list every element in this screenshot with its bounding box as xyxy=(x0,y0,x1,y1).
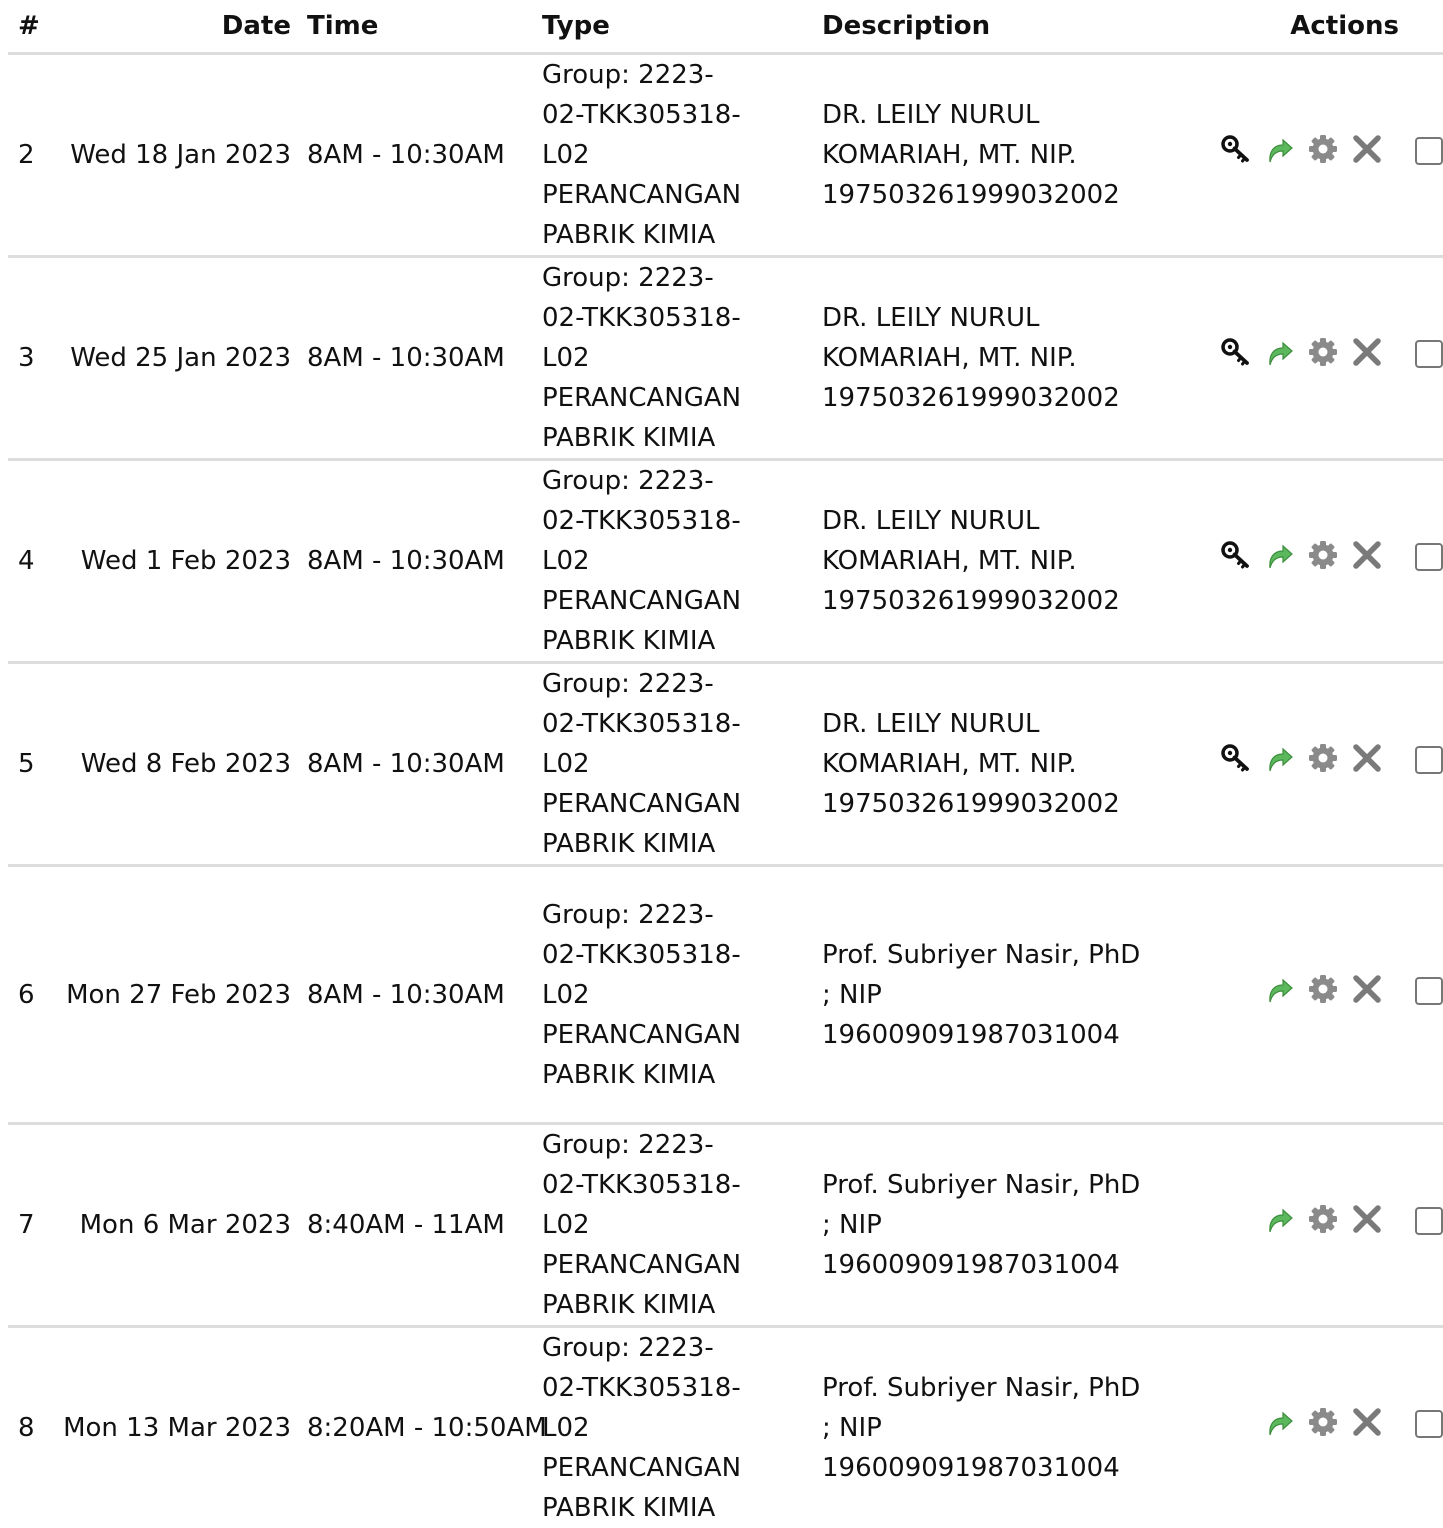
row-type: Group: 2223-02-TKK305318-L02 PERANCANGAN PABRIK KIMIA xyxy=(542,461,742,661)
table-body xyxy=(8,54,1443,1528)
row-number: 7 xyxy=(8,1124,56,1327)
row-actions xyxy=(1162,54,1443,257)
action-icons xyxy=(1219,1203,1383,1235)
row-date: Mon 27 Feb 2023 xyxy=(56,866,307,1124)
table-row xyxy=(8,663,1443,866)
redirect-arrow-icon[interactable] xyxy=(1263,1406,1295,1438)
row-description: Prof. Subriyer Nasir, PhD ; NIP 196009091987031004 xyxy=(822,935,1142,1055)
gear-icon[interactable] xyxy=(1307,1203,1339,1235)
row-date: Wed 8 Feb 2023 xyxy=(56,663,307,866)
row-number: 3 xyxy=(8,257,56,460)
row-type: Group: 2223-02-TKK305318-L02 PERANCANGAN PABRIK KIMIA xyxy=(542,258,742,458)
row-description-cell xyxy=(822,663,1162,866)
row-type: Group: 2223-02-TKK305318-L02 PERANCANGAN PABRIK KIMIA xyxy=(542,1125,742,1325)
delete-icon[interactable] xyxy=(1351,539,1383,571)
table-row xyxy=(8,866,1443,1124)
row-description-cell xyxy=(822,866,1162,1124)
gear-icon[interactable] xyxy=(1307,336,1339,368)
row-time: 8AM - 10:30AM xyxy=(307,663,542,866)
row-number: 6 xyxy=(8,866,56,1124)
table-row xyxy=(8,257,1443,460)
row-select-checkbox[interactable] xyxy=(1415,1410,1443,1438)
row-description: DR. LEILY NURUL KOMARIAH, MT. NIP. 197503261999032002 xyxy=(822,95,1142,215)
gear-icon[interactable] xyxy=(1307,133,1339,165)
row-select-checkbox[interactable] xyxy=(1415,1207,1443,1235)
row-date: Wed 1 Feb 2023 xyxy=(56,460,307,663)
row-actions xyxy=(1162,1327,1443,1528)
action-icons xyxy=(1219,133,1383,165)
row-description-cell xyxy=(822,460,1162,663)
row-type: Group: 2223-02-TKK305318-L02 PERANCANGAN PABRIK KIMIA xyxy=(542,895,742,1095)
row-time: 8:40AM - 11AM xyxy=(307,1124,542,1327)
row-actions xyxy=(1162,866,1443,1124)
row-description: DR. LEILY NURUL KOMARIAH, MT. NIP. 197503261999032002 xyxy=(822,298,1142,418)
delete-icon[interactable] xyxy=(1351,336,1383,368)
redirect-arrow-icon[interactable] xyxy=(1263,973,1295,1005)
row-time: 8AM - 10:30AM xyxy=(307,54,542,257)
action-icons xyxy=(1219,539,1383,571)
delete-icon[interactable] xyxy=(1351,742,1383,774)
row-time: 8AM - 10:30AM xyxy=(307,460,542,663)
row-actions xyxy=(1162,663,1443,866)
header-num[interactable]: # xyxy=(8,0,56,54)
delete-icon[interactable] xyxy=(1351,973,1383,1005)
action-icons xyxy=(1219,973,1383,1005)
redirect-arrow-icon[interactable] xyxy=(1263,1203,1295,1235)
table-row xyxy=(8,54,1443,257)
table-row xyxy=(8,460,1443,663)
key-icon[interactable] xyxy=(1219,133,1251,165)
row-type: Group: 2223-02-TKK305318-L02 PERANCANGAN PABRIK KIMIA xyxy=(542,1328,742,1528)
table-row xyxy=(8,1327,1443,1528)
row-date: Mon 13 Mar 2023 xyxy=(56,1327,307,1528)
row-date: Wed 25 Jan 2023 xyxy=(56,257,307,460)
row-date: Wed 18 Jan 2023 xyxy=(56,54,307,257)
row-number: 8 xyxy=(8,1327,56,1528)
row-select-checkbox[interactable] xyxy=(1415,137,1443,165)
table-row xyxy=(8,1124,1443,1327)
header-date[interactable]: Date xyxy=(56,0,307,54)
row-date: Mon 6 Mar 2023 xyxy=(56,1124,307,1327)
row-description: Prof. Subriyer Nasir, PhD ; NIP 196009091987031004 xyxy=(822,1165,1142,1285)
row-description: DR. LEILY NURUL KOMARIAH, MT. NIP. 197503261999032002 xyxy=(822,501,1142,621)
row-description: Prof. Subriyer Nasir, PhD ; NIP 196009091987031004 xyxy=(822,1368,1142,1488)
row-type-cell xyxy=(542,866,822,1124)
row-actions xyxy=(1162,257,1443,460)
header-time[interactable]: Time xyxy=(307,0,542,54)
row-time: 8AM - 10:30AM xyxy=(307,866,542,1124)
row-type-cell xyxy=(542,54,822,257)
row-type-cell xyxy=(542,1124,822,1327)
header-type[interactable]: Type xyxy=(542,0,822,54)
action-icons xyxy=(1219,1406,1383,1438)
row-select-checkbox[interactable] xyxy=(1415,543,1443,571)
row-type-cell xyxy=(542,257,822,460)
table-header-row xyxy=(8,0,1443,54)
redirect-arrow-icon[interactable] xyxy=(1263,742,1295,774)
action-icons xyxy=(1219,742,1383,774)
row-type-cell xyxy=(542,460,822,663)
row-select-checkbox[interactable] xyxy=(1415,746,1443,774)
gear-icon[interactable] xyxy=(1307,973,1339,1005)
redirect-arrow-icon[interactable] xyxy=(1263,336,1295,368)
key-icon[interactable] xyxy=(1219,742,1251,774)
delete-icon[interactable] xyxy=(1351,1203,1383,1235)
row-select-checkbox[interactable] xyxy=(1415,977,1443,1005)
row-description-cell xyxy=(822,1124,1162,1327)
row-number: 4 xyxy=(8,460,56,663)
delete-icon[interactable] xyxy=(1351,1406,1383,1438)
row-number: 2 xyxy=(8,54,56,257)
delete-icon[interactable] xyxy=(1351,133,1383,165)
gear-icon[interactable] xyxy=(1307,539,1339,571)
row-actions xyxy=(1162,1124,1443,1327)
redirect-arrow-icon[interactable] xyxy=(1263,133,1295,165)
row-description-cell xyxy=(822,1327,1162,1528)
action-icons xyxy=(1219,336,1383,368)
row-time: 8:20AM - 10:50AM xyxy=(307,1327,542,1528)
row-description-cell xyxy=(822,54,1162,257)
redirect-arrow-icon[interactable] xyxy=(1263,539,1295,571)
row-description-cell xyxy=(822,257,1162,460)
header-actions: Actions xyxy=(1162,0,1443,54)
row-description: DR. LEILY NURUL KOMARIAH, MT. NIP. 197503261999032002 xyxy=(822,704,1142,824)
row-type: Group: 2223-02-TKK305318-L02 PERANCANGAN PABRIK KIMIA xyxy=(542,55,742,255)
row-type: Group: 2223-02-TKK305318-L02 PERANCANGAN PABRIK KIMIA xyxy=(542,664,742,864)
gear-icon[interactable] xyxy=(1307,1406,1339,1438)
header-description[interactable]: Description xyxy=(822,0,1162,54)
key-icon[interactable] xyxy=(1219,336,1251,368)
row-time: 8AM - 10:30AM xyxy=(307,257,542,460)
row-select-checkbox[interactable] xyxy=(1415,340,1443,368)
key-icon[interactable] xyxy=(1219,539,1251,571)
sessions-table xyxy=(8,0,1443,1528)
gear-icon[interactable] xyxy=(1307,742,1339,774)
row-type-cell xyxy=(542,1327,822,1528)
row-number: 5 xyxy=(8,663,56,866)
row-type-cell xyxy=(542,663,822,866)
row-actions xyxy=(1162,460,1443,663)
